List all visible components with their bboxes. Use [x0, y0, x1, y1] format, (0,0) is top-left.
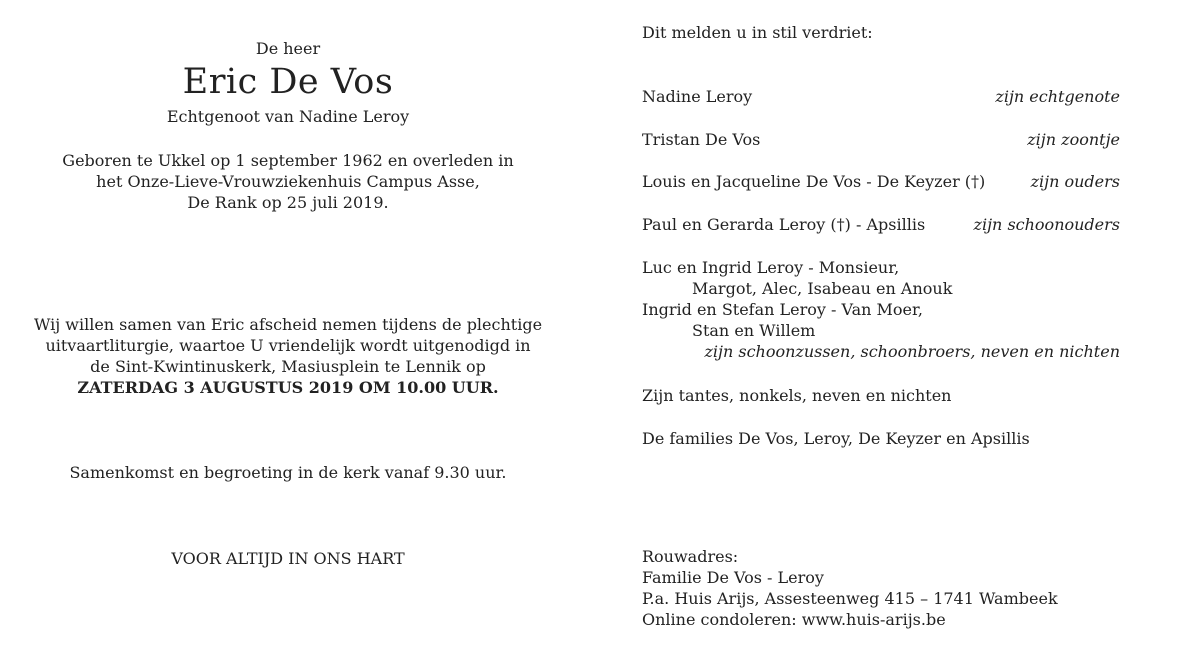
- announcement-intro: Dit melden u in stil verdriet:: [642, 23, 873, 42]
- ceremony-date: ZATERDAG 3 AUGUSTUS 2019 OM 10.00 UUR.: [77, 378, 499, 397]
- relative-row: [642, 86, 1120, 108]
- relative-row: [642, 129, 1120, 151]
- spouse-line: Echtgenoot van Nadine Leroy: [166, 107, 410, 126]
- relative-name: Tristan De Vos: [642, 130, 761, 149]
- sibling-line: Stan en Willem: [692, 321, 816, 340]
- address-line: Familie De Vos - Leroy: [642, 568, 824, 587]
- extended-family: Zijn tantes, nonkels, neven en nichten: [642, 386, 952, 405]
- birth-death-paragraph: [18, 150, 558, 213]
- relative-relation: zijn ouders: [1030, 172, 1120, 191]
- relative-relation: zijn schoonouders: [973, 215, 1120, 234]
- siblings-group: [642, 257, 1120, 362]
- relative-name: Paul en Gerarda Leroy (†) - Apsillis: [642, 215, 926, 234]
- address-line: Online condoleren: www.huis-arijs.be: [642, 610, 946, 629]
- families-line: De families De Vos, Leroy, De Keyzer en Apsillis: [642, 429, 1030, 448]
- sibling-line: Margot, Alec, Isabeau en Anouk: [692, 279, 953, 298]
- honorific: De heer: [255, 39, 321, 58]
- address-line: Rouwadres:: [642, 547, 739, 566]
- relative-name: Louis en Jacqueline De Vos - De Keyzer (†): [642, 172, 986, 191]
- deceased-name: Eric De Vos: [182, 62, 394, 102]
- relative-row: [642, 171, 1120, 193]
- gathering-note: Samenkomst en begroeting in de kerk vanaf 9.30 uur.: [69, 463, 507, 482]
- relative-relation: zijn echtgenote: [995, 87, 1120, 106]
- relative-row: [642, 214, 1120, 236]
- ceremony-line: uitvaartliturgie, waartoe U vriendelijk wordt uitgenodigd in: [45, 336, 531, 355]
- ceremony-line: de Sint-Kwintinuskerk, Masiusplein te Lennik op: [90, 357, 486, 376]
- relative-name: Nadine Leroy: [642, 87, 753, 106]
- address-line: P.a. Huis Arijs, Assesteenweg 415 – 1741 Wambeek: [642, 589, 1058, 608]
- closing-phrase: VOOR ALTIJD IN ONS HART: [171, 549, 405, 568]
- sibling-line: Ingrid en Stefan Leroy - Van Moer,: [642, 300, 923, 319]
- mourning-address: [642, 546, 1058, 630]
- birth-line: Geboren te Ukkel op 1 september 1962 en overleden in: [62, 151, 514, 170]
- siblings-relation: zijn schoonzussen, schoonbroers, neven en nichten: [704, 342, 1120, 361]
- ceremony-paragraph: [18, 314, 558, 398]
- birth-line: De Rank op 25 juli 2019.: [187, 193, 389, 212]
- birth-line: het Onze-Lieve-Vrouwziekenhuis Campus Asse,: [96, 172, 480, 191]
- ceremony-line: Wij willen samen van Eric afscheid nemen tijdens de plechtige: [33, 315, 543, 334]
- sibling-line: Luc en Ingrid Leroy - Monsieur,: [642, 258, 900, 277]
- relative-relation: zijn zoontje: [1027, 130, 1120, 149]
